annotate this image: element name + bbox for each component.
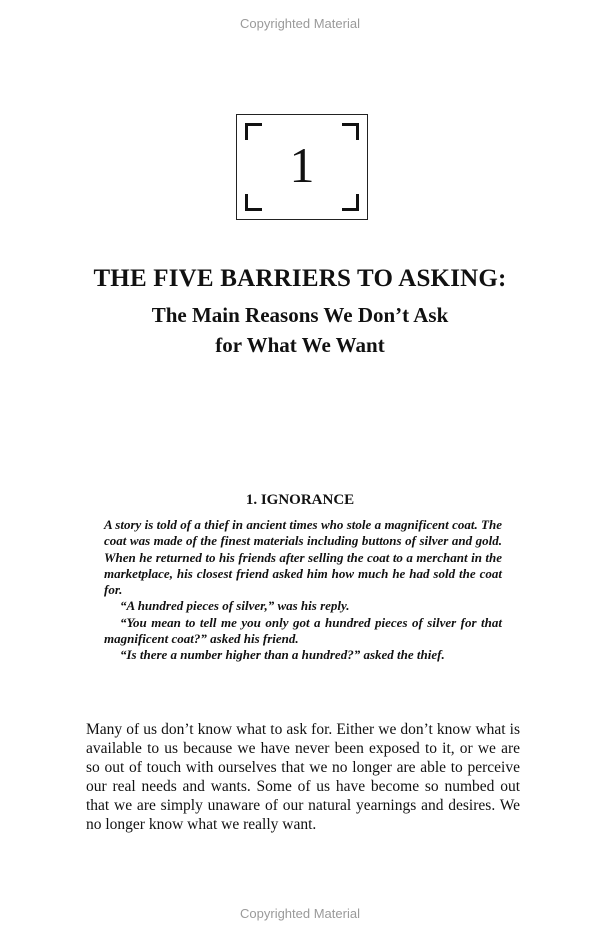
chapter-number: 1 xyxy=(289,137,315,193)
story-paragraph: “You mean to tell me you only got a hundred pieces of silver for that magnificent coat?” asked his friend. xyxy=(104,614,502,647)
story-paragraph: A story is told of a thief in ancient times who stole a magnificent coat. The coat was made of the finest materials including buttons of silver and gold. When he returned to his friends after selling the coat to a merchant in the marketplace, his closest friend asked him how much he had sold the coat for. xyxy=(104,517,502,598)
chapter-number-box xyxy=(236,114,368,220)
chapter-subtitle-line-1: The Main Reasons We Don’t Ask xyxy=(151,303,449,327)
chapter-subtitle-line-2: for What We Want xyxy=(215,333,385,357)
chapter-title: THE FIVE BARRIERS TO ASKING: xyxy=(93,265,507,292)
copyright-watermark-top: Copyrighted Material xyxy=(240,16,360,31)
body-text xyxy=(86,720,520,834)
story-paragraph: “Is there a number higher than a hundred?” asked the thief. xyxy=(120,647,445,663)
corner-bracket-icon xyxy=(342,194,359,211)
story-excerpt xyxy=(104,517,502,664)
section-heading: 1. IGNORANCE xyxy=(245,492,355,508)
body-paragraph: Many of us don’t know what to ask for. Either we don’t know what is available to us because we have never been exposed to it, or we are so out of touch with ourselves that we no longer are able to perceive our real needs and wants. Some of us have become so numbed out that we are simply unaware of our natural yearnings and desires. We no longer know what we really want. xyxy=(86,721,520,833)
copyright-watermark-bottom: Copyrighted Material xyxy=(240,906,360,921)
story-paragraph: “A hundred pieces of silver,” was his reply. xyxy=(120,598,350,614)
corner-bracket-icon xyxy=(245,194,262,211)
chapter-subtitle xyxy=(0,300,600,360)
